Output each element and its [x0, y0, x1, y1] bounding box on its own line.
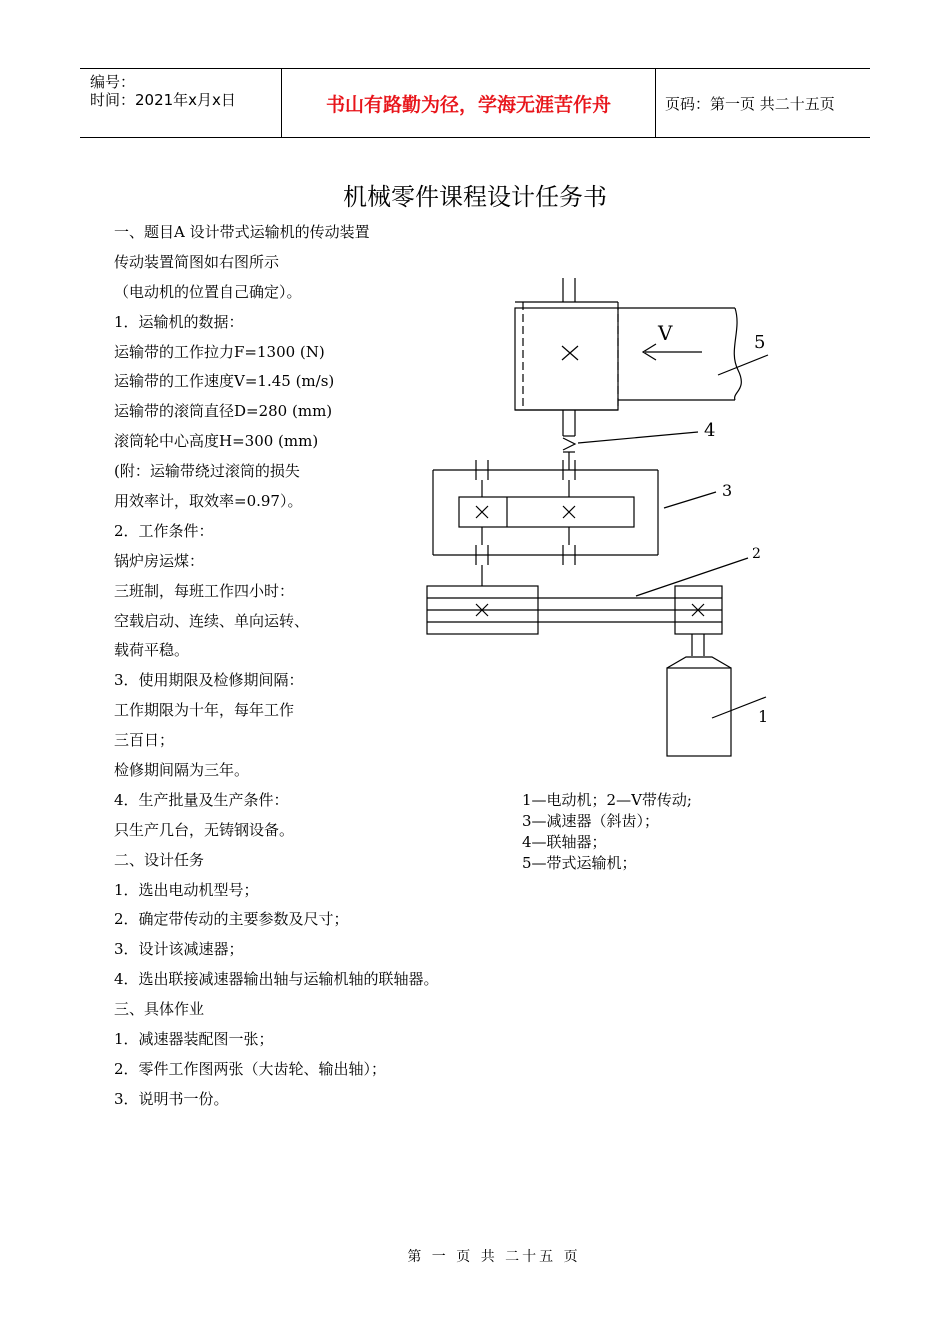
- page-footer: 第 一 页 共 二十五 页: [407, 1249, 581, 1265]
- text-line: 4．选出联接减速器输出轴与运输机轴的联轴器。: [114, 970, 439, 989]
- leader-2: [636, 558, 748, 596]
- drum-box: [515, 308, 618, 410]
- text-line: 滚筒轮中心高度H=300 (mm): [114, 432, 319, 451]
- text-line: 2．零件工作图两张（大齿轮、输出轴）；: [114, 1059, 387, 1078]
- text-line: 锅炉房运煤：: [114, 551, 205, 570]
- text-line: 工作期限为十年，每年工作: [114, 701, 295, 720]
- time-label: 时间：2021年x月x日: [90, 91, 236, 109]
- text-line: 一、题目A 设计带式运输机的传动装置: [114, 223, 370, 241]
- label-1: 1: [758, 707, 769, 726]
- text-line: 1．减速器装配图一张；: [114, 1030, 274, 1049]
- text-line: 三百日；: [114, 731, 175, 750]
- text-line: 空载启动、连续、单向运转、: [114, 611, 310, 630]
- label-2: 2: [752, 546, 761, 562]
- text-line: 3．说明书一份。: [114, 1089, 229, 1108]
- header-table: [80, 68, 870, 138]
- transmission-diagram: [420, 272, 780, 762]
- gear-pair: [459, 497, 634, 527]
- label-v: V: [658, 321, 673, 345]
- text-line: 运输带的工作速度V=1.45 (m/s): [114, 372, 335, 391]
- text-line: 运输带的工作拉力F=1300 (N): [114, 342, 325, 361]
- text-line: 用效率计，取效率=0.97）。: [114, 492, 303, 511]
- gear-cross: [476, 506, 488, 518]
- leader-5: [718, 355, 768, 375]
- drum-bearing-cross: [562, 346, 578, 360]
- label-4: 4: [704, 420, 716, 441]
- text-line: 2．确定带传动的主要参数及尺寸；: [114, 910, 349, 929]
- legend-item: 1—电动机；2—V带传动;: [522, 791, 692, 809]
- legend-item: 3—减速器（斜齿）；: [522, 812, 660, 830]
- text-line: 1．运输机的数据：: [114, 312, 244, 331]
- text-line: (附：运输带绕过滚筒的损失: [114, 462, 300, 481]
- text-line: 3．使用期限及检修期间隔：: [114, 671, 304, 690]
- body-text: [114, 218, 439, 1115]
- text-line: 只生产几台，无铸钢设备。: [114, 820, 295, 839]
- motor-cap: [667, 657, 731, 668]
- number-label: 编号：: [90, 73, 136, 91]
- text-line: 传动装置简图如右图所示: [114, 252, 280, 271]
- text-line: 二、设计任务: [114, 850, 205, 869]
- text-line: 2．工作条件：: [114, 521, 214, 540]
- page-title: 机械零件课程设计任务书: [343, 183, 607, 211]
- belt-break-line: [734, 308, 741, 400]
- text-line: 三班制，每班工作四小时：: [114, 581, 295, 600]
- leader-4: [578, 432, 698, 443]
- text-line: 4．生产批量及生产条件：: [114, 790, 289, 809]
- text-line: 三、具体作业: [114, 1000, 205, 1019]
- legend-item: 4—联轴器；: [522, 833, 607, 851]
- text-line: 运输带的滚筒直径D=280 (mm): [114, 402, 333, 421]
- leader-3: [664, 492, 716, 508]
- text-line: （电动机的位置自己确定）。: [114, 282, 302, 301]
- gear-cross: [563, 506, 575, 518]
- text-line: 1．选出电动机型号；: [114, 880, 259, 899]
- text-line: 检修期间隔为三年。: [114, 761, 250, 780]
- text-line: 3．设计该减速器；: [114, 940, 244, 959]
- header-left-cell: [90, 73, 236, 109]
- label-5: 5: [754, 332, 766, 353]
- text-line: 载荷平稳。: [114, 641, 190, 660]
- motor-body: [667, 668, 731, 756]
- diagram-legend: [522, 790, 692, 874]
- page-info: 页码：第一页 共二十五页: [665, 94, 835, 113]
- motto: 书山有路勤为径，学海无涯苦作舟: [281, 69, 656, 137]
- label-3: 3: [722, 481, 733, 500]
- legend-item: 5—带式运输机；: [522, 854, 637, 872]
- coupling-symbol: [563, 438, 575, 450]
